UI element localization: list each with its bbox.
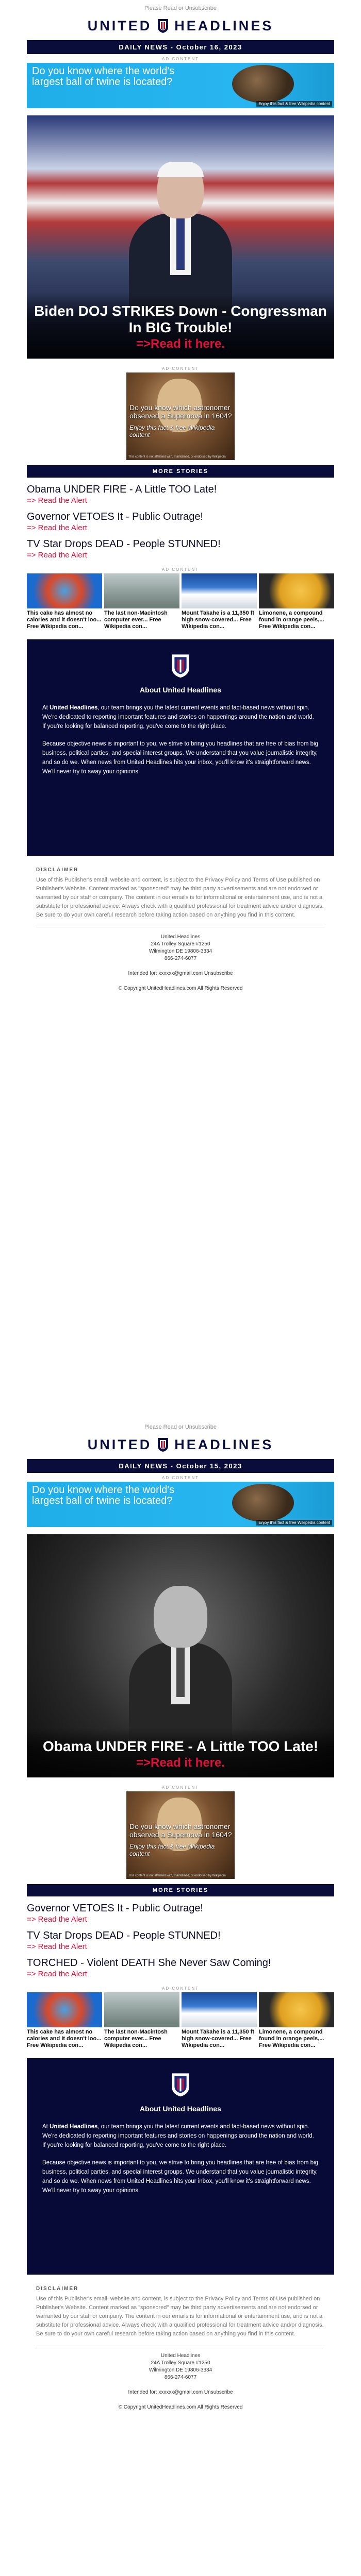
hero-caption bbox=[27, 293, 334, 359]
about-paragraph-1: At United Headlines, our team brings you the latest current events and fact-based news without spin. We're dedicated to reporting important features and stories on happenings around the nation and world. If you're looking for balanced reporting, you've come to the right place. bbox=[42, 2124, 314, 2148]
intended-for-unsubscribe[interactable]: Intended for: xxxxxx@gmail.com Unsubscribe bbox=[128, 2389, 233, 2395]
ad-content-label: AD CONTENT bbox=[162, 1476, 199, 1480]
email-issue bbox=[0, 1419, 361, 2576]
thumbnail-caption: The last non-Macintosh computer ever... Free Wikipedia con... bbox=[104, 610, 168, 630]
disclaimer-section bbox=[36, 867, 325, 920]
sponsored-thumbnail[interactable] bbox=[104, 573, 179, 630]
thumbnail-image bbox=[27, 573, 102, 608]
story-title[interactable]: Obama UNDER FIRE - A Little TOO Late! bbox=[27, 484, 217, 495]
ad-content-label: AD CONTENT bbox=[162, 1986, 199, 1991]
story-item[interactable] bbox=[27, 484, 334, 505]
hero-read-link[interactable]: =>Read it here. bbox=[136, 337, 225, 351]
story-title[interactable]: Governor VETOES It - Public Outrage! bbox=[27, 1903, 203, 1914]
read-alert-link[interactable]: => Read the Alert bbox=[27, 1915, 87, 1924]
about-title: About United Headlines bbox=[140, 2105, 221, 2113]
sponsored-thumbnails bbox=[27, 1992, 334, 2049]
flag-shield-icon bbox=[157, 18, 169, 33]
twine-ball-image bbox=[232, 1484, 294, 1522]
dateline-bar: DAILY NEWS - October 16, 2023 bbox=[27, 40, 334, 54]
hero-story[interactable] bbox=[27, 115, 334, 359]
thumbnail-image bbox=[27, 1992, 102, 2027]
hero-caption bbox=[27, 1728, 334, 1777]
hero-headline[interactable]: Obama UNDER FIRE - A Little TOO Late! bbox=[42, 1738, 319, 1754]
square-ad-subtext: Enjoy this fact & free Wikipedia content bbox=[129, 424, 215, 438]
banner-ad[interactable] bbox=[27, 63, 334, 108]
ad-content-label: AD CONTENT bbox=[162, 567, 199, 572]
story-list bbox=[0, 1903, 361, 1978]
disclaimer-body: Use of this Publisher's email, website and content, is subject to the Privacy Policy and Terms of Use published on Publisher's Website. Content marked as "sponsored" may be third party advertisements and are not endorsed or warranted by our staff or company. The content in our emails is for informational or entertainment use, and is not a substitute for professional advice. Always check with a qualified professional for treatment advice and/or diagnosis. Be sure to do your own careful research before taking action based on anything you find in this content. bbox=[36, 877, 324, 918]
square-ad-footnote: This content is not affiliated with, maintained, or endorsed by Wikipedia bbox=[128, 455, 226, 459]
ad-content-label: AD CONTENT bbox=[162, 57, 199, 61]
sponsored-thumbnail[interactable] bbox=[259, 573, 334, 630]
about-paragraph-1: At United Headlines, our team brings you the latest current events and fact-based news without spin. We're dedicated to reporting important features and stories on happenings around the nation and world. If you're looking for balanced reporting, you've come to the right place. bbox=[42, 705, 314, 730]
thumbnail-image bbox=[182, 573, 257, 608]
about-section bbox=[27, 2058, 334, 2275]
banner-ad-text: Do you know where the world's largest ball of twine is located? bbox=[32, 65, 175, 88]
sponsored-thumbnail[interactable] bbox=[27, 573, 102, 630]
sponsored-thumbnail[interactable] bbox=[182, 1992, 257, 2049]
read-alert-link[interactable]: => Read the Alert bbox=[27, 1970, 87, 1978]
hero-story[interactable] bbox=[27, 1534, 334, 1777]
disclaimer-body: Use of this Publisher's email, website and content, is subject to the Privacy Policy and Terms of Use published on Publisher's Website. Content marked as "sponsored" may be third party advertisements and are not endorsed or warranted by our staff or company. The content in our emails is for informational or entertainment use, and is not a substitute for professional advice. Always check with a qualified professional for treatment advice and/or diagnosis. Be sure to do your own careful research before taking action based on anything you find in this content. bbox=[36, 2296, 324, 2337]
read-alert-link[interactable]: => Read the Alert bbox=[27, 1942, 87, 1951]
about-section bbox=[27, 639, 334, 856]
banner-ad-footnote: Enjoy this fact & free Wikipedia content bbox=[256, 1520, 332, 1526]
sponsored-thumbnails bbox=[27, 573, 334, 630]
square-ad-subtext: Enjoy this fact & free Wikipedia content bbox=[129, 1843, 215, 1857]
footer-address: United Headlines 24A Trolley Square #1250 Wilmington DE 19806-3334 866-274-6077 bbox=[149, 2353, 212, 2380]
thumbnail-image bbox=[259, 1992, 334, 2027]
story-title[interactable]: TV Star Drops DEAD - People STUNNED! bbox=[27, 1930, 221, 1941]
flag-shield-icon bbox=[157, 1437, 169, 1452]
square-ad[interactable] bbox=[126, 372, 235, 460]
brand-name-right: HEADLINES bbox=[174, 18, 274, 33]
sponsored-thumbnail[interactable] bbox=[259, 1992, 334, 2049]
thumbnail-caption: Mount Takahe is a 11,350 ft high snow-covered... Free Wikipedia con... bbox=[182, 610, 255, 630]
thumbnail-image bbox=[104, 573, 179, 608]
thumbnail-image bbox=[104, 1992, 179, 2027]
hero-figure bbox=[129, 1581, 232, 1735]
about-title: About United Headlines bbox=[140, 686, 221, 694]
story-item[interactable] bbox=[27, 538, 334, 560]
copyright-text: © Copyright UnitedHeadlines.com All Rights Reserved bbox=[118, 2404, 243, 2410]
thumbnail-image bbox=[182, 1992, 257, 2027]
thumbnail-caption: This cake has almost no calories and it doesn't loo... Free Wikipedia con... bbox=[27, 610, 102, 630]
story-item[interactable] bbox=[27, 1903, 334, 1924]
thumbnail-caption: The last non-Macintosh computer ever... Free Wikipedia con... bbox=[104, 2029, 168, 2048]
story-title[interactable]: TV Star Drops DEAD - People STUNNED! bbox=[27, 538, 221, 550]
read-alert-link[interactable]: => Read the Alert bbox=[27, 523, 87, 532]
disclaimer-heading: DISCLAIMER bbox=[36, 2286, 79, 2292]
thumbnail-caption: Limonene, a compound found in orange peels,... Free Wikipedia con... bbox=[259, 2029, 324, 2048]
sponsored-thumbnail[interactable] bbox=[27, 1992, 102, 2049]
twine-ball-image bbox=[232, 65, 294, 103]
square-ad[interactable] bbox=[126, 1791, 235, 1879]
ad-content-label: AD CONTENT bbox=[162, 1785, 199, 1790]
flag-shield-icon bbox=[170, 2072, 191, 2097]
masthead-logo[interactable] bbox=[0, 14, 361, 37]
disclaimer-heading: DISCLAIMER bbox=[36, 867, 79, 873]
hero-headline[interactable]: Biden DOJ STRIKES Down - Congressman In BIG Trouble! bbox=[34, 303, 327, 335]
square-ad-text: Do you know which astronomer observed a Supernova in 1604? bbox=[129, 403, 232, 420]
hero-read-link[interactable]: =>Read it here. bbox=[136, 1756, 225, 1770]
thumbnail-caption: This cake has almost no calories and it doesn't loo... Free Wikipedia con... bbox=[27, 2029, 102, 2048]
flag-shield-icon bbox=[170, 653, 191, 679]
banner-ad[interactable] bbox=[27, 1482, 334, 1527]
banner-ad-text: Do you know where the world's largest ball of twine is located? bbox=[32, 1484, 175, 1506]
brand-name-left: UNITED bbox=[87, 18, 152, 33]
more-stories-bar: MORE STORIES bbox=[27, 1884, 334, 1896]
square-ad-footnote: This content is not affiliated with, maintained, or endorsed by Wikipedia bbox=[128, 1874, 226, 1877]
unsubscribe-top-link[interactable]: Please Read or Unsubscribe bbox=[144, 5, 217, 11]
more-stories-bar: MORE STORIES bbox=[27, 465, 334, 478]
masthead-logo[interactable] bbox=[0, 1433, 361, 1456]
read-alert-link[interactable]: => Read the Alert bbox=[27, 551, 87, 560]
thumbnail-caption: Mount Takahe is a 11,350 ft high snow-covered... Free Wikipedia con... bbox=[182, 2029, 255, 2048]
read-alert-link[interactable]: => Read the Alert bbox=[27, 496, 87, 505]
about-paragraph-2: Because objective news is important to you, we strive to bring you headlines that are free of bias from big business, political parties, and special interest groups. We understand that you value journalistic integrity, and so do we. When news from United Headlines hits your inbox, you'll know it's straightforward news. We'll never try to sway your opinions. bbox=[42, 2160, 319, 2194]
unsubscribe-top-link[interactable]: Please Read or Unsubscribe bbox=[144, 1424, 217, 1430]
sponsored-thumbnail[interactable] bbox=[104, 1992, 179, 2049]
dateline-bar: DAILY NEWS - October 15, 2023 bbox=[27, 1459, 334, 1473]
about-paragraph-2: Because objective news is important to you, we strive to bring you headlines that are free of bias from big business, political parties, and special interest groups. We understand that you value journalistic integrity, and so do we. When news from United Headlines hits your inbox, you'll know it's straightforward news. We'll never try to sway your opinions. bbox=[42, 741, 319, 775]
thumbnail-caption: Limonene, a compound found in orange peels,... Free Wikipedia con... bbox=[259, 610, 324, 630]
story-title[interactable]: TORCHED - Violent DEATH She Never Saw Coming! bbox=[27, 1957, 271, 1969]
disclaimer-section bbox=[36, 2286, 325, 2338]
thumbnail-image bbox=[259, 573, 334, 608]
intended-for-unsubscribe[interactable]: Intended for: xxxxxx@gmail.com Unsubscribe bbox=[128, 971, 233, 976]
story-title[interactable]: Governor VETOES It - Public Outrage! bbox=[27, 511, 203, 522]
brand-name-left: UNITED bbox=[87, 1436, 152, 1452]
story-item[interactable] bbox=[27, 1957, 334, 1978]
sponsored-thumbnail[interactable] bbox=[182, 573, 257, 630]
brand-name-right: HEADLINES bbox=[174, 1436, 274, 1452]
banner-ad-footnote: Enjoy this fact & free Wikipedia content bbox=[256, 101, 332, 107]
ad-content-label: AD CONTENT bbox=[162, 366, 199, 371]
story-item[interactable] bbox=[27, 511, 334, 532]
footer-address: United Headlines 24A Trolley Square #1250 Wilmington DE 19806-3334 866-274-6077 bbox=[149, 934, 212, 961]
square-ad-text: Do you know which astronomer observed a Supernova in 1604? bbox=[129, 1822, 232, 1839]
copyright-text: © Copyright UnitedHeadlines.com All Rights Reserved bbox=[118, 986, 243, 991]
story-list bbox=[0, 484, 361, 560]
story-item[interactable] bbox=[27, 1930, 334, 1951]
